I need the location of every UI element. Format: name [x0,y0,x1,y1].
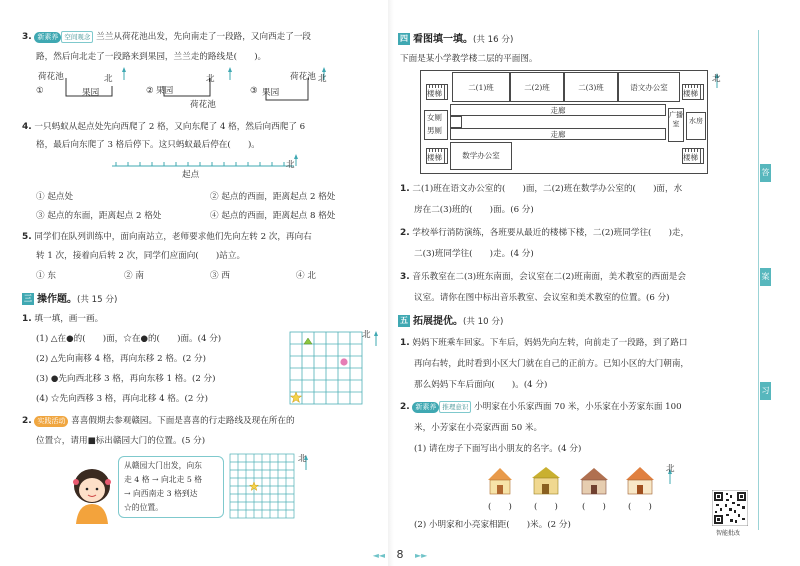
op1-grid-north: 北 [362,330,371,340]
margin-line [758,30,759,530]
section-4-title: 看图填一填。 [413,34,473,45]
houses-north-label: 北 [666,464,675,474]
corridor-link-left [450,116,462,128]
option-c: ③ 西 [210,271,230,281]
plan-north-label: 北 [712,74,721,84]
route-options-figure [34,64,334,112]
house-2 [532,467,560,494]
section-5-score: (共 10 分) [463,317,504,327]
question-3 [22,30,311,43]
operation-2 [22,414,295,427]
triangle-marker [304,338,312,344]
question-text: 同学们在队列训练中，面向南站立，老师要求他们先向左转 2 次，再向右 [34,232,312,242]
room-broadcast: 广播室 [668,108,684,142]
stair-bottom-right-label: 楼梯 [683,153,698,162]
start-point-label: 起点 [182,170,200,180]
extension-question-1-line2: 再向右转，此时看到小区大门就在自己的正前方。已知小区的大门朝南， [414,359,690,369]
floor-plan-intro: 下面是某小学教学楼二层的平面图。 [400,54,538,64]
page-footer [0,548,800,561]
stair-top-left-label: 楼梯 [427,89,442,98]
side-tab-1: 答 [760,164,771,182]
option-b: ② 起点的西面，距离起点 2 格处 [210,192,336,202]
extension-question-2-line2: 米，小芳家在小亮家西面 50 米。 [414,423,543,433]
option-3-lotus-label: 荷花池 [290,72,316,82]
question-5-line2: 转 1 次，接着向后转 2 次，同学们应面向( )站立。 [36,251,246,261]
operation-2-line2: 位置☆，请用■标出赣园大门的位置。(5 分) [36,436,206,446]
question-text: 妈妈下班乘车回家。下车后，妈妈先向左转，向前走了一段路，到了路口 [412,338,688,348]
operation-1-part-4: (4) ☆先向西移 3 格，再向北移 4 格。(2 分) [36,394,208,404]
question-number: 5. [22,232,32,242]
question-text: 二(1)班在语文办公室的( )面，二(2)班在数学办公室的( )面，水 [412,184,683,194]
girl-illustration [62,464,122,526]
option-3-orchard-label: 果园 [262,88,280,98]
house-2-blank: ( ) [534,502,558,512]
option-a: ① 东 [36,271,56,281]
house-3-blank: ( ) [582,502,606,512]
question-number: 1. [400,338,410,348]
question-number: 3. [22,32,32,42]
plan-question-3-line2: 议室。请你在图中标出音乐教室、会议室和美术教室的位置。(6 分) [414,293,670,303]
question-text: 喜喜假期去参观赣园。下面是喜喜的行走路线及现在所在的 [71,416,295,426]
new-literacy-tag: 新素养 [412,402,439,413]
speech-line-1: 从赣园大门出发，向东 [124,461,202,470]
section-3-title: 操作题。 [37,294,77,305]
op2-grid-north: 北 [298,454,307,464]
corridor-upper: 走廊 [450,104,666,116]
side-tab-2: 案 [760,268,771,286]
plan-question-1 [400,182,682,194]
option-1-number: ① [36,86,44,96]
prev-page-arrow[interactable]: ◄◄ [372,551,385,560]
speech-line-4: ☆的位置。 [124,503,163,512]
restroom-male-label: 男厕 [427,126,442,135]
option-2-route [164,67,232,96]
reasoning-tag: 推理意识 [439,401,471,413]
question-text: 兰兰从荷花池出发，先向南走了一段路，又向西走了一段 [96,32,312,42]
section-4-score: (共 16 分) [473,35,514,45]
extension-question-1 [400,336,687,348]
option-1-north-label: 北 [104,74,113,84]
question-intro: 填一填，画一画。 [34,314,104,324]
plan-question-2 [400,226,689,238]
option-2-orchard-label: 果园 [156,86,174,96]
house-4-blank: ( ) [628,502,652,512]
option-1-orchard-label: 果园 [82,88,100,98]
question-number: 2. [400,402,410,412]
extension-question-1-line3: 那么妈妈下车后面向( )。(4 分) [414,380,548,390]
question-4 [22,120,305,132]
plan-question-1-line2: 房在二(3)班的( )面。(6 分) [414,205,534,215]
extension-question-2-sub1: (1) 请在房子下面写出小朋友的名字。(4 分) [414,444,582,454]
house-1-blank: ( ) [488,502,512,512]
option-a: ① 起点处 [36,192,74,202]
plan-question-2-line2: 二(3)班同学往( )走。(4 分) [414,249,534,259]
number-line-north: 北 [286,160,295,170]
houses-figure [484,464,684,498]
star-marker [291,392,302,403]
practice-tag: 实践活动 [34,416,68,427]
qr-code-label: 智能批改 [716,530,741,537]
question-number: 1. [22,314,32,324]
spatial-tag: 空间观念 [61,31,93,43]
option-d: ④ 起点的西面，距离起点 8 格处 [210,211,336,221]
stair-top-right-label: 楼梯 [683,89,698,98]
room-chinese-office: 语文办公室 [618,72,680,102]
op1-grid-figure [288,330,388,410]
question-text: 音乐教室在二(3)班东南面，会议室在二(2)班南面，美术教室的西面是会 [412,272,686,282]
section-5-title: 拓展提优。 [413,316,463,327]
section-4-header [398,30,513,45]
option-2-number: ② [146,86,154,96]
question-3-line2: 路，然后向北走了一段路来到果园，兰兰走的路线是( )。 [36,52,267,62]
question-text: 一只蚂蚁从起点处先向西爬了 2 格，又向东爬了 4 格，然后向西爬了 6 [34,122,306,132]
operation-1-part-3: (3) ●先向西北移 3 格，再向东移 1 格。(2 分) [36,374,216,384]
page-spine [388,0,394,566]
house-4 [626,467,654,494]
side-tab-3: 习 [760,382,771,400]
question-4-line2: 格，最后向东爬了 3 格后停下。这只蚂蚁最后停在( )。 [36,140,260,150]
option-3-number: ③ [250,86,258,96]
qr-code[interactable] [712,490,748,526]
circle-marker [340,358,347,365]
question-number: 4. [22,122,32,132]
section-3-score: (共 15 分) [77,295,118,305]
section-3-header [22,290,117,305]
next-page-arrow[interactable]: ►► [415,551,428,560]
section-3-icon: 三 [24,294,32,303]
page-number: 8 [396,548,404,561]
extension-question-2 [400,400,682,413]
plan-question-3 [400,270,686,282]
house-1 [488,468,512,494]
option-1-lotus-label: 荷花池 [38,72,64,82]
extension-question-2-sub2: (2) 小明家和小亮家相距( )米。(2 分) [414,520,571,530]
room-class-2-2: 二(2)班 [510,72,564,102]
house-3 [580,468,608,494]
stair-bottom-left-label: 楼梯 [427,153,442,162]
option-3-north-label: 北 [318,74,327,84]
room-class-2-3: 二(3)班 [564,72,618,102]
corridor-lower: 走廊 [450,128,666,140]
room-water: 水房 [686,112,706,140]
section-4-icon: 四 [400,34,408,43]
room-class-2-1: 二(1)班 [452,72,510,102]
option-d: ④ 北 [296,271,316,281]
operation-1 [22,312,103,324]
operation-1-part-1: (1) △在●的( )面，☆在●的( )面。(4 分) [36,334,222,344]
new-literacy-tag: 新素养 [34,32,61,43]
number-line-figure [110,154,310,178]
restroom-female-label: 女厕 [427,113,442,122]
option-2-north-label: 北 [206,74,215,84]
option-2-lotus-label: 荷花池 [190,100,216,110]
question-number: 2. [400,228,410,238]
question-text: 小明家在小乐家西面 70 米，小乐家在小芳家东面 100 [474,402,682,412]
room-math-office: 数学办公室 [450,142,512,170]
option-c: ③ 起点的东面，距离起点 2 格处 [36,211,162,221]
question-number: 3. [400,272,410,282]
question-text: 学校举行消防演练，各班要从最近的楼梯下楼，二(2)班同学往( )走， [412,228,690,238]
question-number: 2. [22,416,32,426]
option-b: ② 南 [124,271,144,281]
speech-line-2: 走 4 格 → 向北走 5 格 [124,475,203,484]
speech-line-3: → 向西南走 3 格到达 [124,489,198,498]
operation-1-part-2: (2) △先向南移 4 格，再向东移 2 格。(2 分) [36,354,206,364]
section-5-header [398,312,503,327]
question-5 [22,230,312,242]
question-number: 1. [400,184,410,194]
section-5-icon: 五 [400,316,408,325]
